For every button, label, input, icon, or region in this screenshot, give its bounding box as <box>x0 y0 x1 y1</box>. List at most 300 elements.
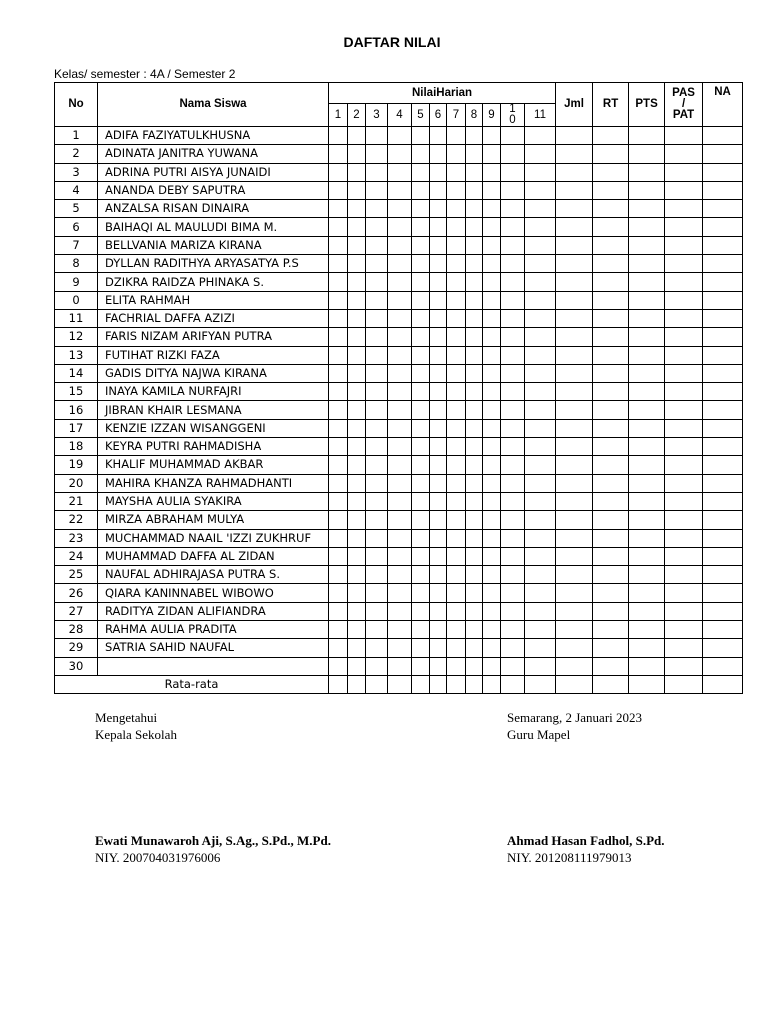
grade-cell <box>525 127 556 145</box>
grade-cell <box>525 236 556 254</box>
grade-cell <box>348 456 366 474</box>
grade-cell <box>483 127 501 145</box>
grade-cell <box>525 657 556 675</box>
grade-cell <box>466 364 483 382</box>
grade-cell <box>593 145 629 163</box>
grade-cell <box>329 639 348 657</box>
grade-cell <box>629 438 665 456</box>
grade-cell <box>388 346 412 364</box>
grade-cell <box>388 602 412 620</box>
grade-cell <box>430 566 447 584</box>
grade-cell <box>329 273 348 291</box>
grade-cell <box>556 163 593 181</box>
row-number: 2 <box>55 145 98 163</box>
grade-cell <box>556 401 593 419</box>
grade-cell <box>501 383 525 401</box>
grade-cell <box>629 675 665 693</box>
grade-cell <box>665 309 703 327</box>
grade-cell <box>703 364 743 382</box>
grade-cell <box>466 456 483 474</box>
grade-cell <box>556 145 593 163</box>
grade-cell <box>556 419 593 437</box>
grade-cell <box>703 529 743 547</box>
grade-cell <box>329 492 348 510</box>
table-row <box>55 419 743 437</box>
grade-cell <box>329 602 348 620</box>
grade-cell <box>412 145 430 163</box>
row-number: 29 <box>55 639 98 657</box>
grade-cell <box>665 364 703 382</box>
grade-cell <box>703 236 743 254</box>
grade-cell <box>348 346 366 364</box>
grade-cell <box>629 639 665 657</box>
table-row <box>55 145 743 163</box>
grade-cell <box>703 547 743 565</box>
grade-cell <box>629 200 665 218</box>
grade-cell <box>665 328 703 346</box>
grade-cell <box>525 309 556 327</box>
table-row <box>55 200 743 218</box>
grade-cell <box>466 218 483 236</box>
grade-cell <box>483 328 501 346</box>
class-info: Kelas/ semester : 4A / Semester 2 <box>54 67 236 81</box>
student-name: ELITA RAHMAH <box>98 291 329 309</box>
grade-cell <box>430 602 447 620</box>
row-number: 20 <box>55 474 98 492</box>
grade-cell <box>388 547 412 565</box>
grade-cell <box>501 291 525 309</box>
grade-cell <box>348 309 366 327</box>
row-number: 9 <box>55 273 98 291</box>
grade-cell <box>483 145 501 163</box>
header-na: NA <box>703 83 743 127</box>
grade-cell <box>412 163 430 181</box>
grade-cell <box>525 145 556 163</box>
grade-cell <box>665 163 703 181</box>
grade-cell <box>556 675 593 693</box>
row-number: 3 <box>55 163 98 181</box>
principal-name: Ewati Munawaroh Aji, S.Ag., S.Pd., M.Pd. <box>95 833 331 848</box>
grade-cell <box>466 145 483 163</box>
grade-cell <box>430 346 447 364</box>
grade-cell <box>466 401 483 419</box>
grade-cell <box>703 584 743 602</box>
grade-cell <box>366 584 388 602</box>
row-number: 19 <box>55 456 98 474</box>
grade-cell <box>430 127 447 145</box>
grade-cell <box>593 547 629 565</box>
grade-cell <box>447 383 466 401</box>
grade-cell <box>501 364 525 382</box>
grade-cell <box>412 602 430 620</box>
signature-right-name-block <box>507 832 665 866</box>
grade-cell <box>665 566 703 584</box>
grade-cell <box>593 438 629 456</box>
grade-cell <box>388 236 412 254</box>
grade-cell <box>388 127 412 145</box>
grade-cell <box>366 547 388 565</box>
grade-cell <box>430 639 447 657</box>
grade-cell <box>665 127 703 145</box>
header-daily-col: 1 <box>329 104 348 127</box>
grade-cell <box>665 675 703 693</box>
grade-cell <box>348 438 366 456</box>
grade-cell <box>703 474 743 492</box>
grade-cell <box>329 200 348 218</box>
grade-cell <box>366 328 388 346</box>
table-row <box>55 566 743 584</box>
grade-cell <box>629 218 665 236</box>
grade-cell <box>412 309 430 327</box>
grade-cell <box>366 273 388 291</box>
grade-cell <box>629 163 665 181</box>
table-row <box>55 456 743 474</box>
grade-cell <box>593 328 629 346</box>
grade-cell <box>447 511 466 529</box>
grade-cell <box>348 291 366 309</box>
grade-cell <box>501 127 525 145</box>
grade-cell <box>388 163 412 181</box>
grade-cell <box>556 511 593 529</box>
grade-cell <box>556 566 593 584</box>
grade-cell <box>629 181 665 199</box>
grade-cell <box>329 584 348 602</box>
grade-cell <box>629 584 665 602</box>
grade-cell <box>556 200 593 218</box>
grade-cell <box>593 657 629 675</box>
grade-cell <box>447 163 466 181</box>
grade-cell <box>329 621 348 639</box>
grade-cell <box>556 236 593 254</box>
header-daily-col: 1 0 <box>501 104 525 127</box>
grade-cell <box>348 419 366 437</box>
grade-cell <box>593 584 629 602</box>
grade-cell <box>447 236 466 254</box>
grade-cell <box>329 163 348 181</box>
grade-cell <box>593 639 629 657</box>
grade-cell <box>525 291 556 309</box>
table-row <box>55 383 743 401</box>
grade-cell <box>388 675 412 693</box>
grade-cell <box>629 401 665 419</box>
grade-cell <box>366 181 388 199</box>
grade-cell <box>593 236 629 254</box>
row-number: 5 <box>55 200 98 218</box>
grade-cell <box>447 675 466 693</box>
grade-cell <box>501 675 525 693</box>
header-pts: PTS <box>629 83 665 127</box>
grade-cell <box>501 218 525 236</box>
grade-cell <box>430 621 447 639</box>
header-name: Nama Siswa <box>98 83 329 127</box>
grade-cell <box>329 474 348 492</box>
grade-cell <box>348 401 366 419</box>
grade-cell <box>466 346 483 364</box>
header-daily-col: 8 <box>466 104 483 127</box>
grade-cell <box>593 401 629 419</box>
grade-cell <box>703 181 743 199</box>
grade-cell <box>665 456 703 474</box>
grade-cell <box>430 163 447 181</box>
header-daily-col: 2 <box>348 104 366 127</box>
grade-cell <box>629 364 665 382</box>
grade-cell <box>466 584 483 602</box>
grade-cell <box>447 602 466 620</box>
student-name: ADIFA FAZIYATULKHUSNA <box>98 127 329 145</box>
grade-cell <box>703 291 743 309</box>
grade-cell <box>348 163 366 181</box>
grade-cell <box>483 438 501 456</box>
student-name: INAYA KAMILA NURFAJRI <box>98 383 329 401</box>
grade-cell <box>556 657 593 675</box>
grade-cell <box>629 657 665 675</box>
header-daily-col: 11 <box>525 104 556 127</box>
student-name: JIBRAN KHAIR LESMANA <box>98 401 329 419</box>
grade-cell <box>525 255 556 273</box>
grade-cell <box>348 200 366 218</box>
grade-cell <box>388 511 412 529</box>
grade-cell <box>483 456 501 474</box>
grade-cell <box>525 419 556 437</box>
row-number: 28 <box>55 621 98 639</box>
grade-cell <box>501 181 525 199</box>
left-line-1: Mengetahui <box>95 710 158 725</box>
grade-cell <box>348 657 366 675</box>
student-name: MUHAMMAD DAFFA AL ZIDAN <box>98 547 329 565</box>
grade-cell <box>629 383 665 401</box>
grade-cell <box>525 218 556 236</box>
grade-cell <box>501 255 525 273</box>
table-row <box>55 474 743 492</box>
table-row <box>55 181 743 199</box>
grade-cell <box>329 145 348 163</box>
grade-cell <box>412 236 430 254</box>
grade-cell <box>447 145 466 163</box>
right-line-1: Semarang, 2 Januari 2023 <box>507 710 643 725</box>
grade-cell <box>525 639 556 657</box>
grade-cell <box>629 127 665 145</box>
grade-cell <box>525 566 556 584</box>
grade-cell <box>483 200 501 218</box>
grade-cell <box>366 218 388 236</box>
grade-cell <box>329 511 348 529</box>
header-daily-grades: NilaiHarian <box>329 83 556 104</box>
grade-cell <box>366 639 388 657</box>
grade-cell <box>388 584 412 602</box>
grade-cell <box>329 218 348 236</box>
grade-cell <box>412 529 430 547</box>
grade-cell <box>501 328 525 346</box>
grade-cell <box>348 364 366 382</box>
grade-cell <box>412 200 430 218</box>
grade-cell <box>466 657 483 675</box>
student-name: DYLLAN RADITHYA ARYASATYA P.S <box>98 255 329 273</box>
grade-cell <box>665 181 703 199</box>
grade-cell <box>430 401 447 419</box>
grade-cell <box>556 383 593 401</box>
grade-cell <box>525 383 556 401</box>
grade-cell <box>388 328 412 346</box>
grade-cell <box>430 584 447 602</box>
grade-cell <box>430 236 447 254</box>
grade-cell <box>593 255 629 273</box>
row-number: 24 <box>55 547 98 565</box>
grade-cell <box>483 163 501 181</box>
grade-cell <box>348 511 366 529</box>
grade-cell <box>483 602 501 620</box>
student-name: KENZIE IZZAN WISANGGENI <box>98 419 329 437</box>
student-name <box>98 657 329 675</box>
grade-cell <box>556 273 593 291</box>
grade-cell <box>329 547 348 565</box>
teacher-id: NIY. 201208111979013 <box>507 850 632 865</box>
grade-cell <box>593 181 629 199</box>
grade-cell <box>629 309 665 327</box>
grade-cell <box>483 236 501 254</box>
grade-cell <box>703 456 743 474</box>
grade-cell <box>556 474 593 492</box>
grade-cell <box>501 163 525 181</box>
grade-cell <box>501 419 525 437</box>
grade-cell <box>703 273 743 291</box>
grade-cell <box>501 566 525 584</box>
grade-cell <box>556 621 593 639</box>
grade-cell <box>483 291 501 309</box>
grade-cell <box>556 181 593 199</box>
grade-cell <box>447 127 466 145</box>
student-name: FARIS NIZAM ARIFYAN PUTRA <box>98 328 329 346</box>
grade-cell <box>483 364 501 382</box>
grade-cell <box>388 291 412 309</box>
grade-cell <box>329 383 348 401</box>
grade-cell <box>593 309 629 327</box>
grade-cell <box>466 181 483 199</box>
grade-cell <box>329 419 348 437</box>
grade-cell <box>629 419 665 437</box>
grade-cell <box>525 621 556 639</box>
row-number: 15 <box>55 383 98 401</box>
principal-id: NIY. 200704031976006 <box>95 850 221 865</box>
grade-cell <box>501 438 525 456</box>
table-row <box>55 547 743 565</box>
grade-cell <box>483 566 501 584</box>
grade-cell <box>348 547 366 565</box>
grade-cell <box>366 602 388 620</box>
grade-cell <box>629 602 665 620</box>
header-daily-col: 5 <box>412 104 430 127</box>
grade-cell <box>447 529 466 547</box>
table-row <box>55 364 743 382</box>
right-line-2: Guru Mapel <box>507 727 571 742</box>
grade-cell <box>388 566 412 584</box>
grade-cell <box>329 657 348 675</box>
header-daily-col: 9 <box>483 104 501 127</box>
grade-cell <box>430 657 447 675</box>
grade-cell <box>629 291 665 309</box>
table-row <box>55 657 743 675</box>
grade-cell <box>388 181 412 199</box>
grade-cell <box>430 492 447 510</box>
row-number: 7 <box>55 236 98 254</box>
grade-cell <box>665 218 703 236</box>
grade-cell <box>525 547 556 565</box>
grade-cell <box>430 273 447 291</box>
table-row <box>55 438 743 456</box>
grade-cell <box>447 273 466 291</box>
grade-cell <box>348 145 366 163</box>
grade-cell <box>329 566 348 584</box>
table-row <box>55 291 743 309</box>
grade-cell <box>329 255 348 273</box>
grade-cell <box>348 328 366 346</box>
grade-cell <box>556 328 593 346</box>
grade-cell <box>329 675 348 693</box>
table-row <box>55 639 743 657</box>
grade-cell <box>703 401 743 419</box>
grade-cell <box>447 255 466 273</box>
grade-cell <box>593 621 629 639</box>
grade-cell <box>329 346 348 364</box>
header-pas-pat: PAS / PAT <box>665 83 703 127</box>
grade-cell <box>665 401 703 419</box>
grade-cell <box>388 145 412 163</box>
grade-cell <box>483 492 501 510</box>
grade-cell <box>525 511 556 529</box>
grade-cell <box>447 492 466 510</box>
grade-cell <box>665 492 703 510</box>
grade-cell <box>525 474 556 492</box>
grade-cell <box>483 309 501 327</box>
grade-cell <box>447 401 466 419</box>
grade-cell <box>412 584 430 602</box>
row-number: 27 <box>55 602 98 620</box>
grade-cell <box>525 602 556 620</box>
grade-cell <box>447 657 466 675</box>
grade-cell <box>466 675 483 693</box>
grade-cell <box>447 218 466 236</box>
grade-cell <box>366 438 388 456</box>
grade-cell <box>329 181 348 199</box>
grade-cell <box>525 675 556 693</box>
grade-cell <box>447 419 466 437</box>
grade-cell <box>501 200 525 218</box>
grade-cell <box>703 657 743 675</box>
grade-cell <box>665 145 703 163</box>
grade-cell <box>412 255 430 273</box>
grade-cell <box>412 547 430 565</box>
grade-cell <box>525 364 556 382</box>
row-number: 16 <box>55 401 98 419</box>
row-number: 12 <box>55 328 98 346</box>
grade-cell <box>388 492 412 510</box>
grade-cell <box>501 657 525 675</box>
grade-cell <box>703 621 743 639</box>
grade-cell <box>665 200 703 218</box>
grade-cell <box>329 127 348 145</box>
grade-cell <box>593 364 629 382</box>
grade-cell <box>501 346 525 364</box>
grade-cell <box>483 346 501 364</box>
grade-cell <box>412 456 430 474</box>
grade-cell <box>593 456 629 474</box>
teacher-name: Ahmad Hasan Fadhol, S.Pd. <box>507 833 665 848</box>
grade-cell <box>412 401 430 419</box>
header-daily-col: 7 <box>447 104 466 127</box>
grade-cell <box>703 328 743 346</box>
grade-cell <box>629 236 665 254</box>
grade-cell <box>703 200 743 218</box>
table-row <box>55 621 743 639</box>
